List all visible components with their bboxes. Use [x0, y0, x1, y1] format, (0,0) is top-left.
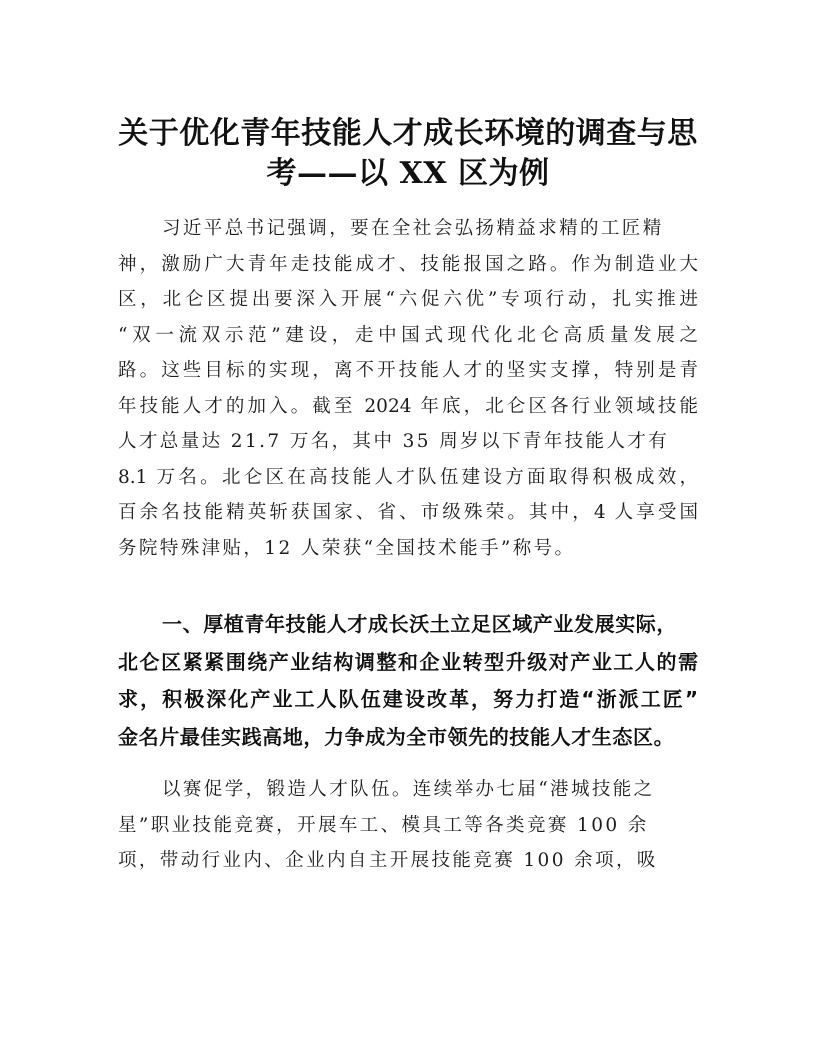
title-line-1: 关于优化青年技能人才成长环境的调查与思	[118, 116, 698, 151]
paragraph-line: 百余名技能精英斩获国家、省、市级殊荣。其中，4 人享受国	[118, 502, 698, 523]
paragraph-line: 星”职业技能竞赛，开展车工、模具工等各类竞赛 100 余	[118, 814, 649, 836]
paragraph-line: 务院特殊津贴，12 人荣获“全国技术能手”称号。	[118, 537, 576, 559]
heading-line: 北仑区紧紧围绕产业结构调整和企业转型升级对产业工人的需	[118, 649, 698, 674]
title-line-2: 考——以 XX 区为例	[266, 156, 550, 191]
paragraph-line: 年技能人才的加入。截至 2024 年底，北仑区各行业领域技能	[118, 395, 698, 417]
paragraph-line: 项，带动行业内、企业内自主开展技能竞赛 100 余项，吸	[118, 850, 658, 871]
paragraph-line: 路。这些目标的实现，离不开技能人才的坚实支撑，特别是青	[118, 360, 698, 381]
paragraph-line: 8.1 万名。北仑区在高技能人才队伍建设方面取得积极成效，	[118, 466, 698, 488]
paragraph-line: 神，激励广大青年走技能成才、技能报国之路。作为制造业大	[118, 253, 698, 275]
paragraph-line: 以赛促学，锻造人才队伍。连续举办七届“港城技能之	[162, 779, 655, 800]
paragraph-line: “双一流双示范”建设，走中国式现代化北仑高质量发展之	[118, 324, 698, 346]
heading-line: 金名片最佳实践高地，力争成为全市领先的技能人才生态区。	[118, 724, 675, 749]
paragraph-line: 人才总量达 21.7 万名，其中 35 周岁以下青年技能人才有	[118, 431, 670, 452]
paragraph-line: 区，北仑区提出要深入开展“六促六优”专项行动，扎实推进	[118, 289, 698, 310]
body-paragraph	[118, 772, 698, 879]
heading-line: 求，积极深化产业工人队伍建设改革，努力打造“浙派工匠”	[118, 687, 698, 711]
intro-paragraph	[118, 211, 698, 566]
document-title	[110, 114, 706, 194]
section-heading-paragraph	[118, 606, 698, 756]
heading-line: 一、厚植青年技能人才成长沃土立足区域产业发展实际，	[162, 612, 677, 636]
paragraph-line: 习近平总书记强调，要在全社会弘扬精益求精的工匠精	[162, 218, 664, 239]
